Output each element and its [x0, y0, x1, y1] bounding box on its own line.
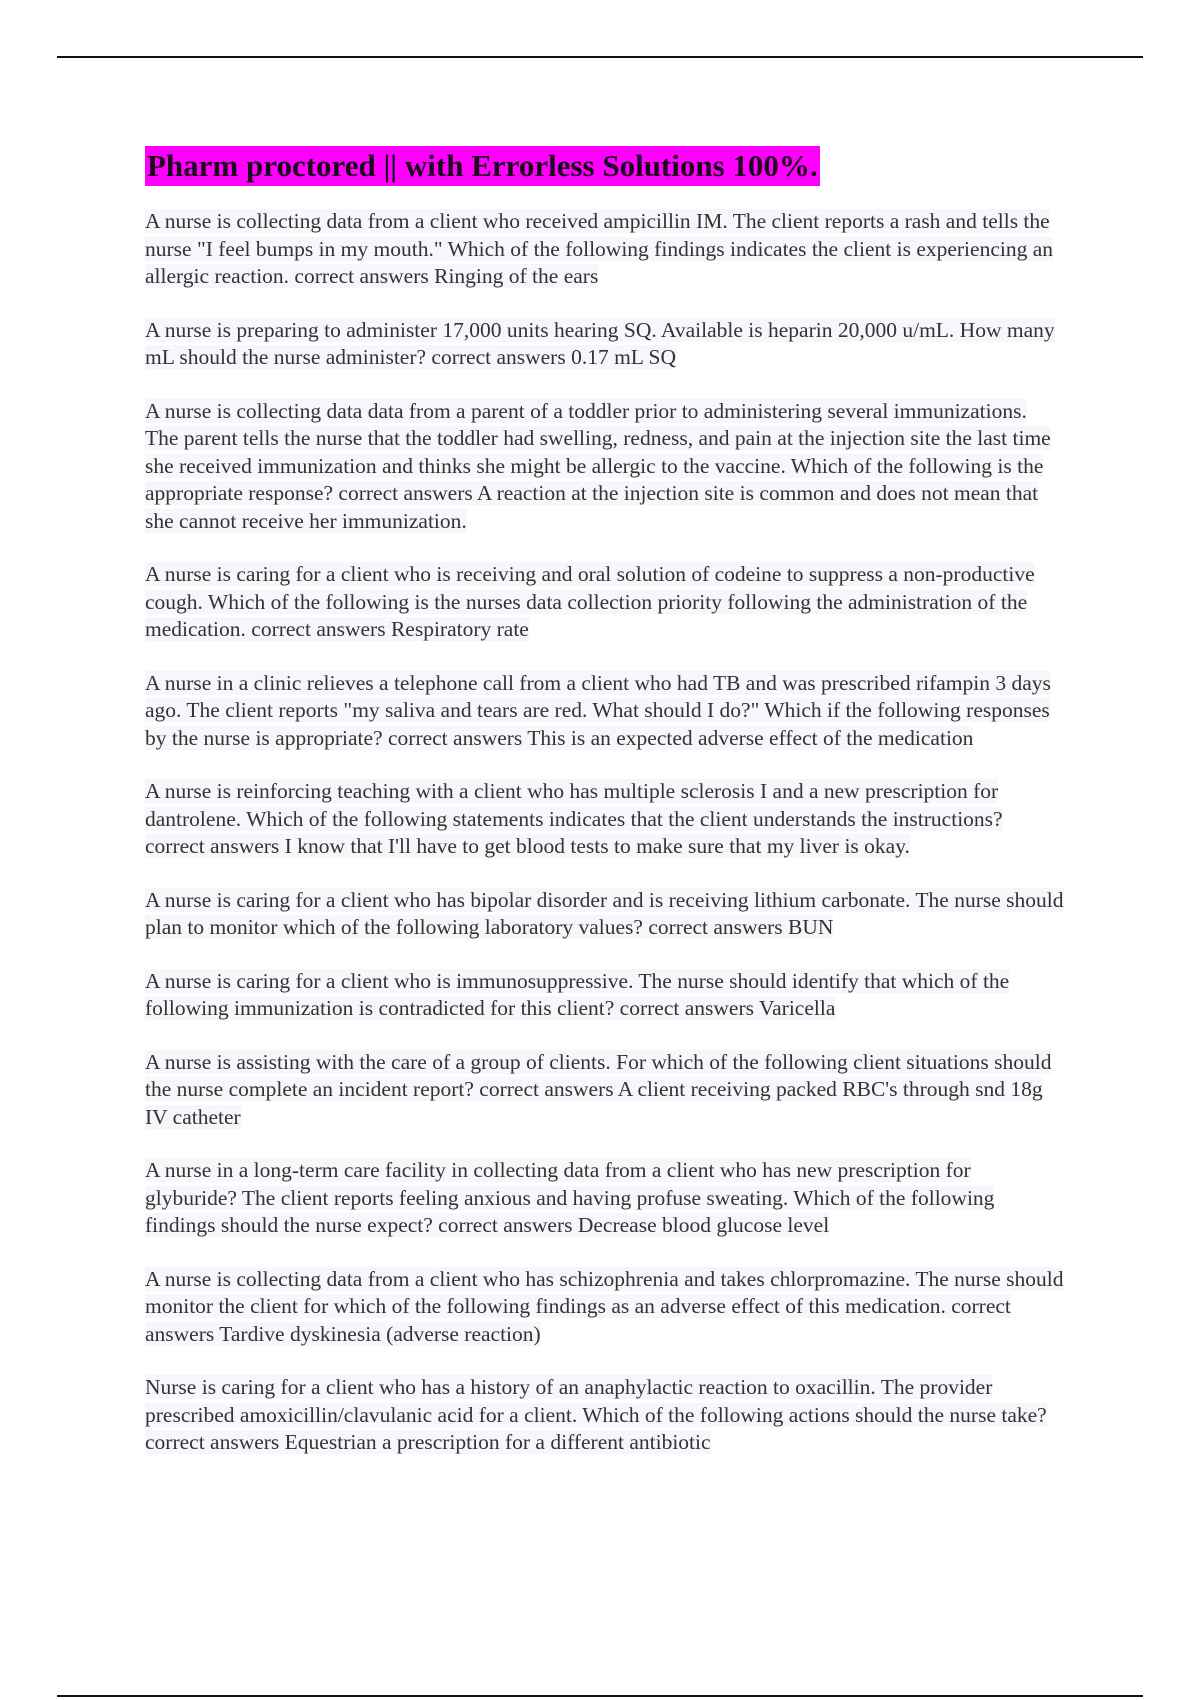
bottom-divider [57, 1695, 1143, 1697]
qa-item [145, 1157, 1065, 1240]
qa-text: A nurse in a clinic relieves a telephone call from a client who had TB and was prescribed rifampin 3 days ago. The client reports "my saliva and tears are red. What should I do?" Which if the following responses by the nurse is appropriate? correct answers This is an expected adverse effect of the medication [145, 670, 1051, 750]
qa-text: A nurse is collecting data from a client who has schizophrenia and takes chlorpromazine. The nurse should monitor the client for which of the following findings as an adverse effect of this medication. correct answers Tardive dyskinesia (adverse reaction) [145, 1266, 1064, 1346]
document-title: Pharm proctored || with Errorless Solutions 100%. [145, 146, 820, 186]
qa-text: A nurse is preparing to administer 17,000 units hearing SQ. Available is heparin 20,000 u/mL. How many mL should the nurse administer? correct answers 0.17 mL SQ [145, 317, 1055, 369]
qa-item [145, 887, 1065, 942]
qa-item [145, 208, 1065, 291]
qa-text: A nurse is assisting with the care of a group of clients. For which of the following client situations should the nurse complete an incident report? correct answers A client receiving packed RBC's through snd 18g IV catheter [145, 1049, 1052, 1129]
document-body [145, 146, 1065, 1483]
qa-item [145, 778, 1065, 861]
qa-item [145, 561, 1065, 644]
qa-text: A nurse is reinforcing teaching with a client who has multiple sclerosis I and a new prescription for dantrolene. Which of the following statements indicates that the client understands the instructions? correct answers I know that I'll have to get blood tests to make sure that my liver is okay. [145, 779, 1003, 858]
qa-item [145, 1049, 1065, 1132]
qa-item [145, 1266, 1065, 1349]
qa-text: A nurse is caring for a client who has bipolar disorder and is receiving lithium carbonate. The nurse should plan to monitor which of the following laboratory values? correct answers BUN [145, 887, 1064, 939]
top-divider [57, 56, 1143, 58]
qa-item [145, 1374, 1065, 1457]
qa-text: A nurse is caring for a client who is immunosuppressive. The nurse should identify that which of the following immunization is contradicted for this client? correct answers Varicella [145, 968, 1010, 1020]
qa-text: Nurse is caring for a client who has a history of an anaphylactic reaction to oxacillin. The provider prescribed amoxicillin/clavulanic acid for a client. Which of the following actions should the nurse take? correct answers Equestrian a prescription for a different antibiotic [145, 1375, 1047, 1454]
qa-text: A nurse in a long-term care facility in collecting data from a client who has new prescription for glyburide? The client reports feeling anxious and having profuse sweating. Which of the following findings should the nurse expect? correct answers Decrease blood glucose level [145, 1158, 995, 1237]
qa-item [145, 317, 1065, 372]
qa-text: A nurse is caring for a client who is receiving and oral solution of codeine to suppress a non-productive cough. Which of the following is the nurses data collection priority following the administration of the medication. correct answers Respiratory rate [145, 562, 1035, 641]
qa-text: A nurse is collecting data data from a parent of a toddler prior to administering several immunizations. The parent tells the nurse that the toddler had swelling, redness, and pain at the injection site the last time she received immunization and thinks she might be allergic to the vaccine. Which of the following is the appropriate response? correct answers A reaction at the injection site is common and does not mean that she cannot receive her immunization. [145, 398, 1051, 533]
qa-item [145, 968, 1065, 1023]
qa-text: A nurse is collecting data from a client who received ampicillin IM. The client reports a rash and tells the nurse "I feel bumps in my mouth." Which of the following findings indicates the client is experiencing an allergic reaction. correct answers Ringing of the ears [145, 209, 1054, 288]
qa-item [145, 670, 1065, 753]
qa-item [145, 398, 1065, 536]
